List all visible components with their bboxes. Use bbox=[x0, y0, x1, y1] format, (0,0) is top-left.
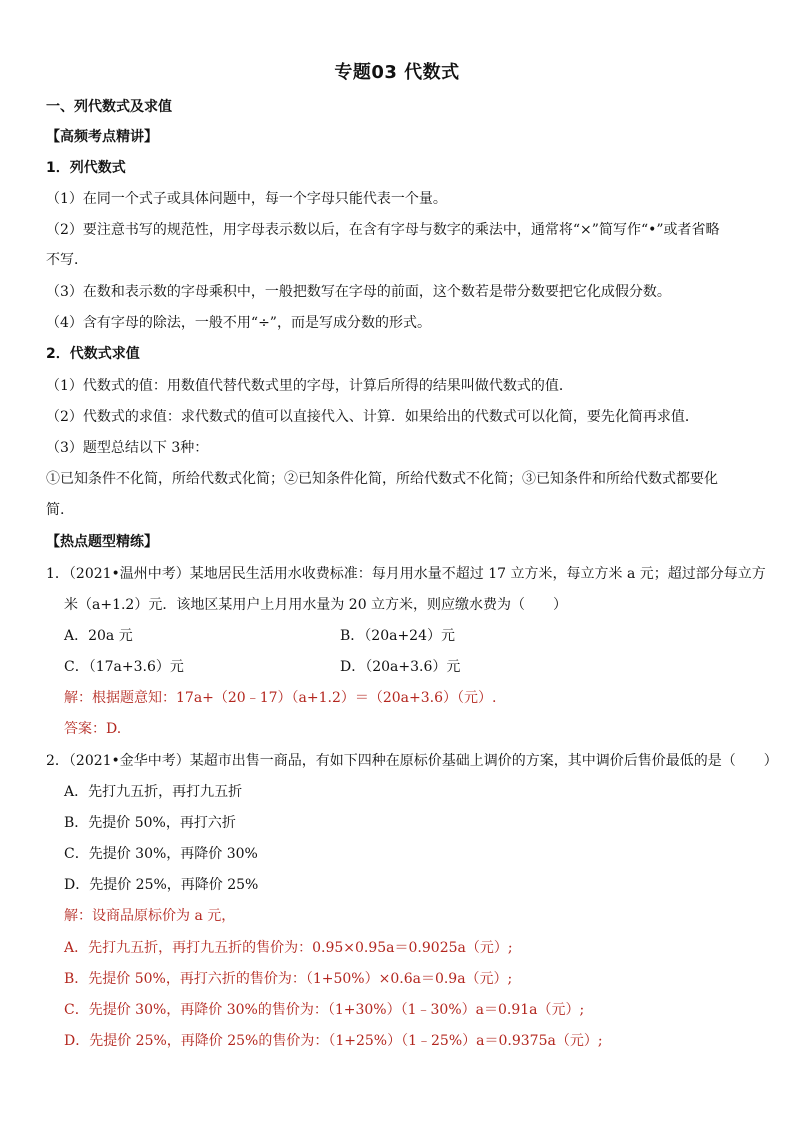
section-heading: 一、列代数式及求值 bbox=[46, 99, 172, 115]
solution-intro: 解：设商品原标价为 a 元， bbox=[64, 908, 236, 924]
paragraph: ①已知条件不化简，所给代数式化简；②已知条件化简，所给代数式不化简；③已知条件和所给代数式都要化 bbox=[46, 471, 718, 487]
question-stem: 米（a+1.2）元．该地区某用户上月用水量为 20 立方米，则应缴水费为（ ） bbox=[64, 597, 568, 613]
section-heading: 【热点题型精练】 bbox=[46, 534, 158, 550]
option-b: B．（20a+24）元 bbox=[340, 628, 455, 644]
option-c: C．（17a+3.6）元 bbox=[64, 659, 184, 675]
paragraph: 简. bbox=[46, 502, 65, 518]
paragraph: （2）要注意书写的规范性，用字母表示数以后，在含有字母与数字的乘法中，通常将“×”简写作“•”或者省略 bbox=[46, 222, 720, 238]
option-c: C．先提价 30%，再降价 30% bbox=[64, 846, 258, 862]
topic-heading: 2．代数式求值 bbox=[46, 346, 140, 362]
solution-a: A．先打九五折，再打九五折的售价为：0.95×0.95a＝0.9025a（元）; bbox=[64, 940, 513, 956]
option-d: D．（20a+3.6）元 bbox=[340, 659, 461, 675]
solution-b: B．先提价 50%，再打六折的售价为：（1+50%）×0.6a＝0.9a（元）; bbox=[64, 971, 513, 987]
topic-heading: 1．列代数式 bbox=[46, 160, 126, 176]
solution-d: D．先提价 25%，再降价 25%的售价为：（1+25%）（1﹣25%）a＝0.9375a（元）; bbox=[64, 1033, 603, 1049]
paragraph: 不写． bbox=[46, 252, 88, 268]
subsection-heading: 【高频考点精讲】 bbox=[46, 129, 158, 145]
question-stem: 2．（2021•金华中考）某超市出售一商品，有如下四种在原标价基础上调价的方案，其中调价后售价最低的是（ ） bbox=[46, 753, 778, 769]
option-d: D．先提价 25%，再降价 25% bbox=[64, 877, 259, 893]
paragraph: （2）代数式的求值：求代数式的值可以直接代入、计算．如果给出的代数式可以化简，要先化简再求值． bbox=[46, 409, 699, 425]
option-b: B．先提价 50%，再打六折 bbox=[64, 815, 236, 831]
paragraph: （1）在同一个式子或具体问题中，每一个字母只能代表一个量。 bbox=[46, 191, 447, 207]
paragraph: （4）含有字母的除法，一般不用“÷”，而是写成分数的形式。 bbox=[46, 315, 431, 331]
solution: 解：根据题意知：17a+（20﹣17）（a+1.2）＝（20a+3.6）（元）. bbox=[64, 690, 497, 706]
option-a: A．20a 元 bbox=[64, 628, 133, 644]
paragraph: （1）代数式的值：用数值代替代数式里的字母，计算后所得的结果叫做代数式的值． bbox=[46, 378, 573, 394]
solution-c: C．先提价 30%，再降价 30%的售价为：（1+30%）（1﹣30%）a＝0.91a（元）; bbox=[64, 1002, 585, 1018]
page-title: 专题03 代数式 bbox=[334, 62, 460, 83]
answer: 答案：D. bbox=[64, 721, 122, 737]
paragraph: （3）题型总结以下 3种： bbox=[46, 440, 209, 456]
option-a: A．先打九五折，再打九五折 bbox=[64, 784, 243, 800]
paragraph: （3）在数和表示数的字母乘积中，一般把数写在字母的前面，这个数若是带分数要把它化成假分数。 bbox=[46, 284, 671, 300]
question-stem: 1．（2021•温州中考）某地居民生活用水收费标准：每月用水量不超过 17 立方米，每立方米 a 元；超过部分每立方 bbox=[46, 566, 766, 582]
